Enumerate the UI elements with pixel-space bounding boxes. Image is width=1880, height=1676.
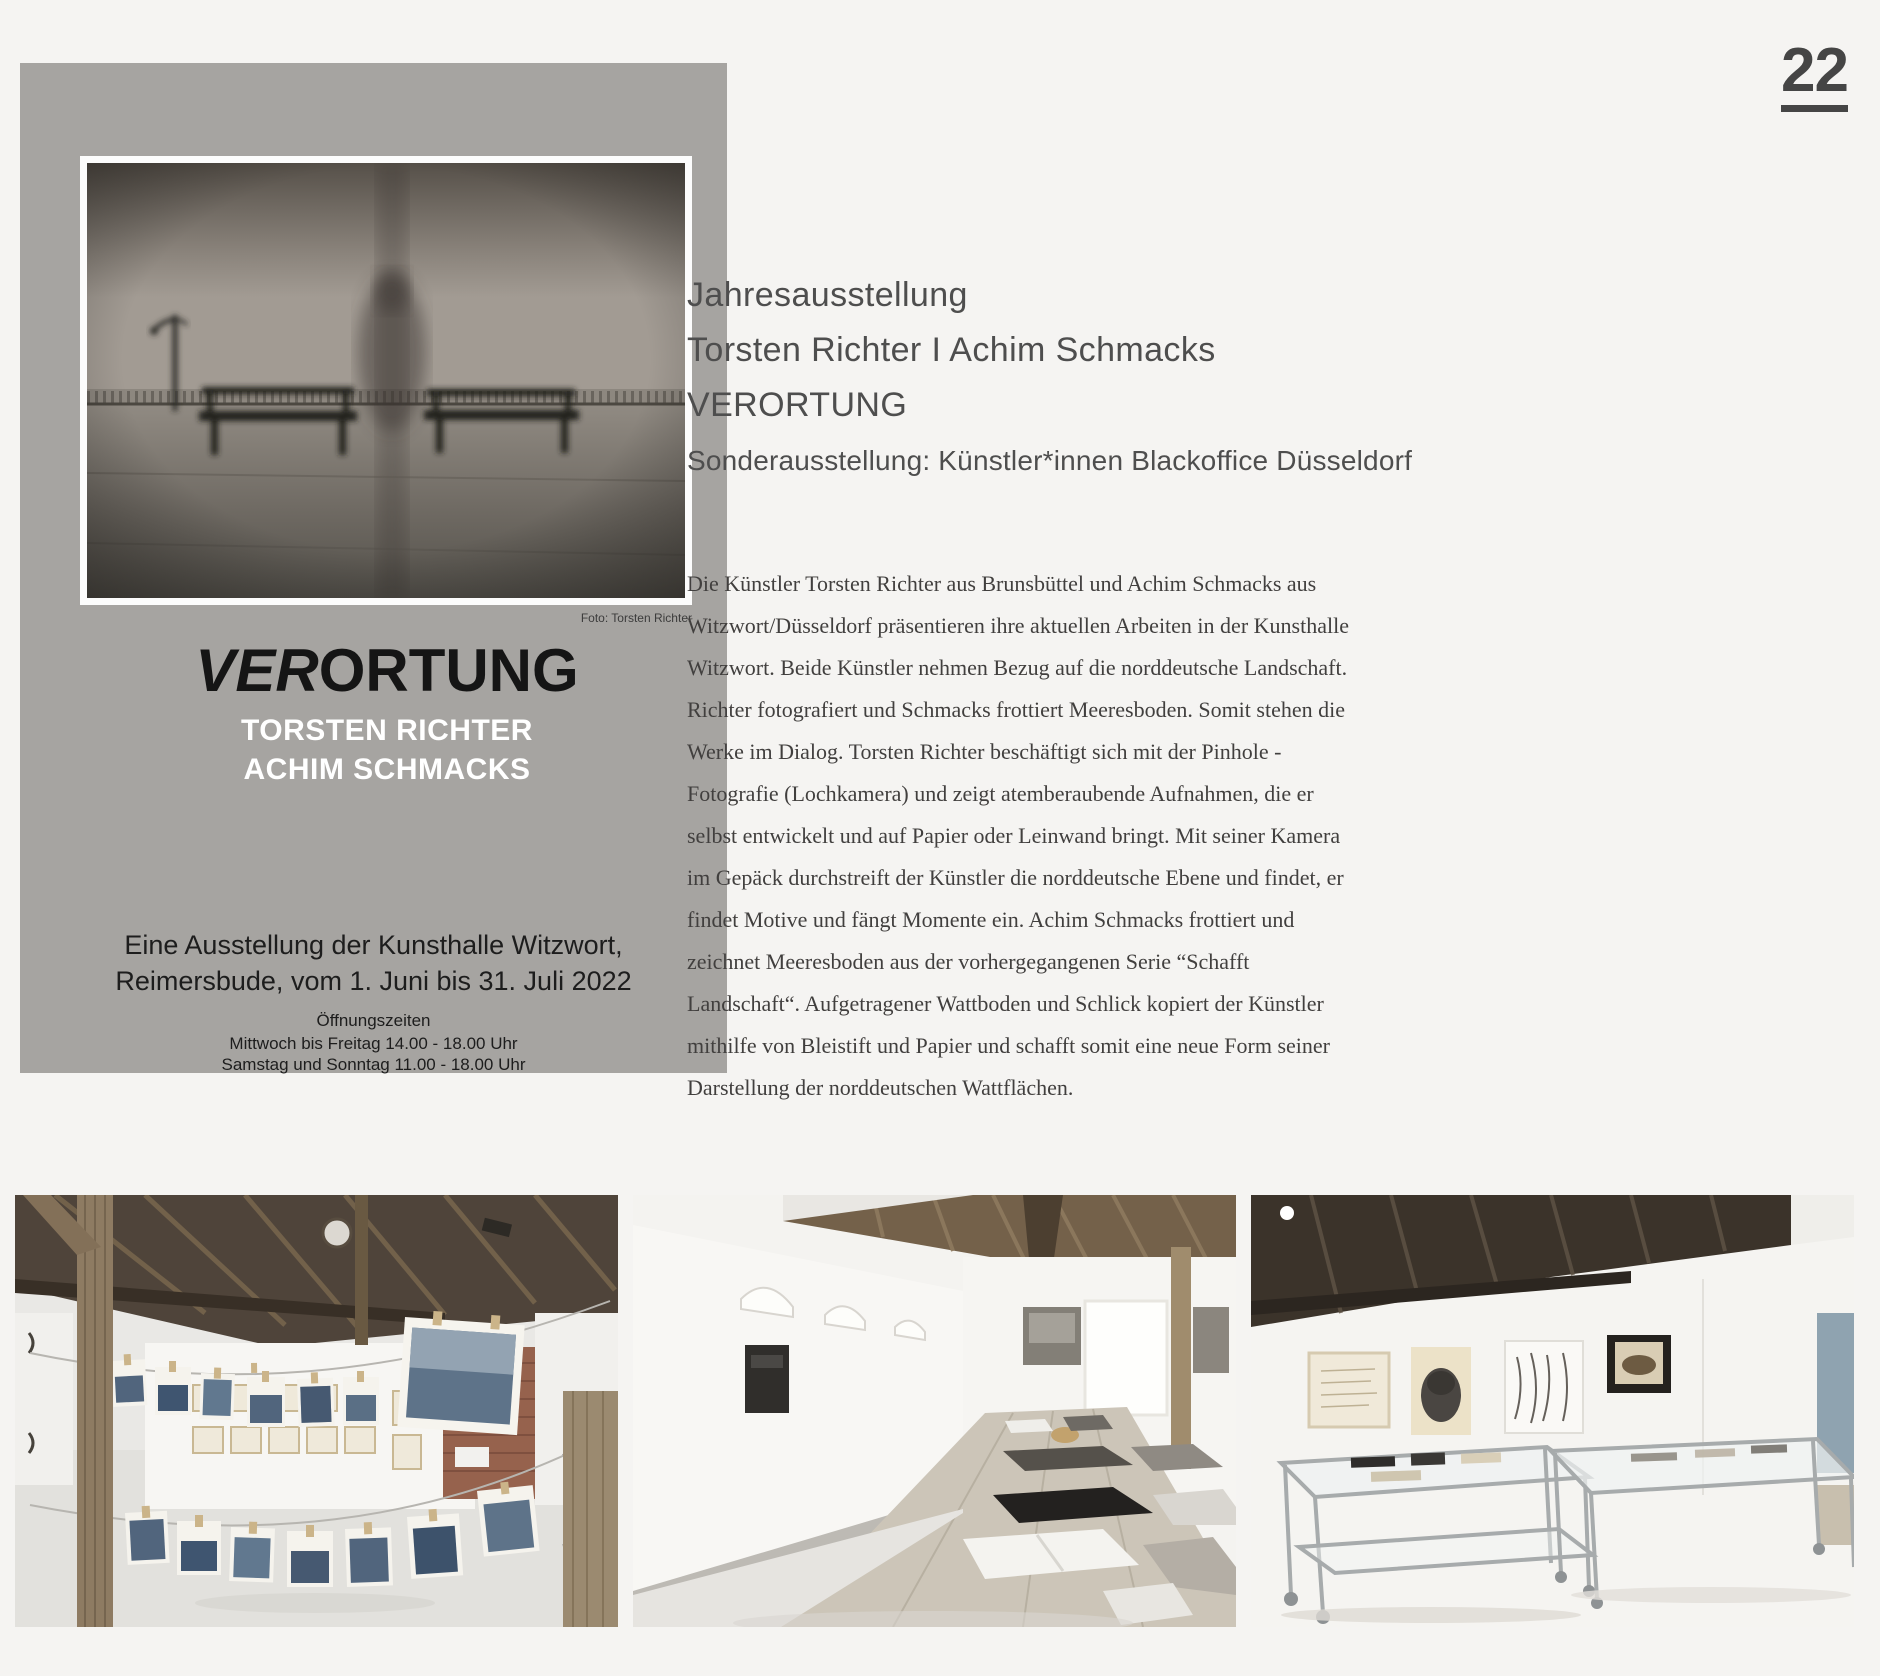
body-line: mithilfe von Bleistift und Papier und schafft somit eine neue Form seiner	[687, 1033, 1330, 1058]
gallery-photo-table-installation	[633, 1195, 1236, 1627]
body-line: Darstellung der norddeutschen Wattflächen.	[687, 1075, 1074, 1100]
page-number: 22	[1781, 40, 1848, 112]
hours-line2: Samstag und Sonntag 11.00 - 18.00 Uhr	[221, 1055, 526, 1074]
body-line: Werke im Dialog. Torsten Richter beschäftigt sich mit der Pinhole -	[687, 739, 1282, 764]
hours-title: Öffnungszeiten	[316, 1011, 431, 1030]
poster-title-rest-part: ORTUNG	[318, 637, 579, 704]
article-column	[687, 268, 1432, 1109]
poster-artist-1: TORSTEN RICHTER	[241, 714, 533, 747]
article-subheading: Sonderausstellung: Künstler*innen Blackoffice Düsseldorf	[687, 445, 1413, 476]
body-line: im Gepäck durchstreift der Künstler die norddeutsche Ebene und findet, er	[687, 865, 1344, 890]
hours-line1: Mittwoch bis Freitag 14.00 - 18.00 Uhr	[229, 1034, 518, 1053]
poster-venue-line1: Eine Ausstellung der Kunsthalle Witzwort,	[124, 930, 623, 960]
body-line: selbst entwickelt und auf Papier oder Leinwand bringt. Mit seiner Kamera	[687, 823, 1341, 848]
poster-photo-credit: Foto: Torsten Richter	[580, 611, 692, 625]
body-line: Witzwort/Düsseldorf präsentieren ihre aktuellen Arbeiten in der Kunsthalle	[687, 613, 1349, 638]
exhibition-photo-row	[15, 1195, 1869, 1627]
exhibition-poster	[20, 63, 727, 1073]
poster-pinhole-photo	[80, 156, 692, 605]
poster-title	[82, 638, 692, 704]
body-line: findet Motive und fängt Momente ein. Achim Schmacks frottiert und	[687, 907, 1295, 932]
gallery-photo-vitrine-corner	[1251, 1195, 1854, 1627]
gallery-photo-clothesline-prints	[15, 1195, 618, 1627]
poster-artist-2: ACHIM SCHMACKS	[243, 753, 531, 786]
poster-opening-hours	[20, 1010, 727, 1075]
body-line: Landschaft“. Aufgetragener Wattboden und Schlick kopiert der Künstler	[687, 991, 1324, 1016]
pinhole-photo-benches	[87, 163, 685, 598]
clothesline-photo	[15, 1195, 618, 1627]
body-line: Richter fotografiert und Schmacks frottiert Meeresboden. Somit stehen die	[687, 697, 1345, 722]
poster-venue	[20, 927, 727, 999]
poster-title-italic-part: VER	[195, 637, 319, 704]
heading-line-2: Torsten Richter I Achim Schmacks	[687, 331, 1216, 369]
poster-artists	[82, 711, 692, 789]
heading-line-3: VERORTUNG	[687, 386, 908, 424]
body-line: zeichnet Meeresboden aus der vorhergegangenen Serie “Schafft	[687, 949, 1250, 974]
body-line: Die Künstler Torsten Richter aus Brunsbüttel und Achim Schmacks aus	[687, 571, 1317, 596]
vitrine-corner-photo	[1251, 1195, 1854, 1627]
poster-venue-line2: Reimersbude, vom 1. Juni bis 31. Juli 2022	[115, 966, 632, 996]
body-line: Witzwort. Beide Künstler nehmen Bezug auf die norddeutsche Landschaft.	[687, 655, 1348, 680]
body-line: Fotografie (Lochkamera) und zeigt atemberaubende Aufnahmen, die er	[687, 781, 1314, 806]
article-body	[687, 563, 1432, 1109]
heading-line-1: Jahresausstellung	[687, 276, 968, 314]
table-installation-photo	[633, 1195, 1236, 1627]
article-heading	[687, 268, 1432, 433]
